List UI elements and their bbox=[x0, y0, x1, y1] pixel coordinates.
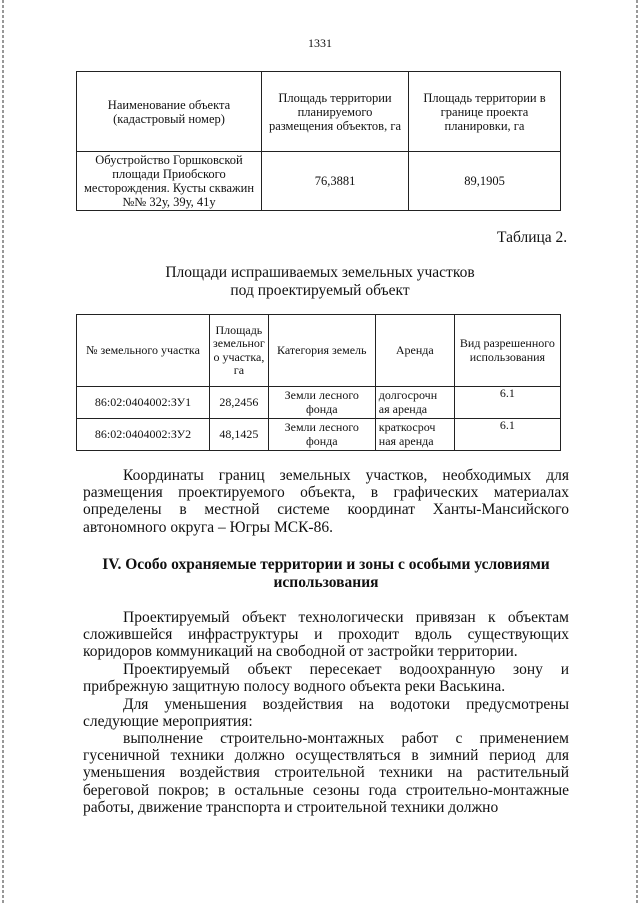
coordinates-paragraph: Координаты границ земельных участков, необходимых для размещения проектируемого объекта, в графических материалах определены в местной системе координат Ханты-Мансийского автономного округа – Югры МСК-86. bbox=[83, 467, 569, 536]
cell-area-project: 89,1905 bbox=[409, 152, 561, 211]
table-header-row bbox=[77, 315, 561, 387]
land-plots-table bbox=[76, 314, 561, 451]
header-plot-area: Площадь земельног о участка, га bbox=[210, 315, 269, 387]
section-heading-line2: использования bbox=[273, 574, 379, 591]
table-header-row bbox=[77, 72, 561, 152]
header-object-name: Наименование объекта (кадастровый номер) bbox=[77, 72, 262, 152]
cell-plot-area: 28,2456 bbox=[210, 387, 269, 419]
cell-plot-number: 86:02:0404002:ЗУ1 bbox=[77, 387, 210, 419]
cell-lease: краткосроч ная аренда bbox=[375, 419, 454, 451]
cell-land-category: Земли лесного фонда bbox=[268, 419, 375, 451]
header-land-category: Категория земель bbox=[268, 315, 375, 387]
table-row bbox=[77, 419, 561, 451]
cell-permitted-use: 6.1 bbox=[454, 419, 560, 451]
header-area-placement: Площадь территории планируемого размещения объектов, га bbox=[262, 72, 409, 152]
header-area-project: Площадь территории в границе проекта планировки, га bbox=[409, 72, 561, 152]
table2-title-line1: Площади испрашиваемых земельных участков bbox=[165, 264, 475, 281]
cell-plot-number: 86:02:0404002:ЗУ2 bbox=[77, 419, 210, 451]
table2-title-line2: под проектируемый объект bbox=[230, 282, 410, 299]
cell-land-category: Земли лесного фонда bbox=[268, 387, 375, 419]
paragraph-infrastructure: Проектируемый объект технологически привязан к объектам сложившейся инфраструктуры и проходит вдоль существующих коридоров коммуникаций на свободной от застройки территории. bbox=[83, 609, 569, 661]
left-scan-edge bbox=[2, 0, 4, 905]
header-lease: Аренда bbox=[375, 315, 454, 387]
cell-lease: долгосрочн ая аренда bbox=[375, 387, 454, 419]
paragraph-measures-intro: Для уменьшения воздействия на водотоки предусмотрены следующие мероприятия: bbox=[83, 696, 569, 731]
cell-area-placement: 76,3881 bbox=[262, 152, 409, 211]
cell-object-name: Обустройство Горшковской площади Приобского месторождения. Кусты скважин №№ 32у, 39у, 41у bbox=[77, 152, 262, 211]
paragraph-water-zone: Проектируемый объект пересекает водоохранную зону и прибрежную защитную полосу водного объекта реки Васькина. bbox=[83, 661, 569, 696]
objects-table bbox=[76, 71, 561, 211]
header-plot-number: № земельного участка bbox=[77, 315, 210, 387]
cell-plot-area: 48,1425 bbox=[210, 419, 269, 451]
table2-label: Таблица 2. bbox=[497, 229, 568, 246]
right-scan-edge bbox=[636, 0, 638, 905]
cell-permitted-use: 6.1 bbox=[454, 387, 560, 419]
table-row bbox=[77, 152, 561, 211]
header-permitted-use: Вид разрешенного использования bbox=[454, 315, 560, 387]
table-row bbox=[77, 387, 561, 419]
paragraph-measures-list: выполнение строительно-монтажных работ с применением гусеничной техники должно осуществляться в зимний период для уменьшения воздействия строительной техники на растительный береговой покров; в остальные сезоны года строительно-монтажные работы, движение транспорта и строительной техники должно bbox=[83, 730, 569, 816]
section-heading-line1: IV. Особо охраняемые территории и зоны с особыми условиями bbox=[102, 556, 550, 573]
page-number: 1331 bbox=[308, 36, 332, 50]
